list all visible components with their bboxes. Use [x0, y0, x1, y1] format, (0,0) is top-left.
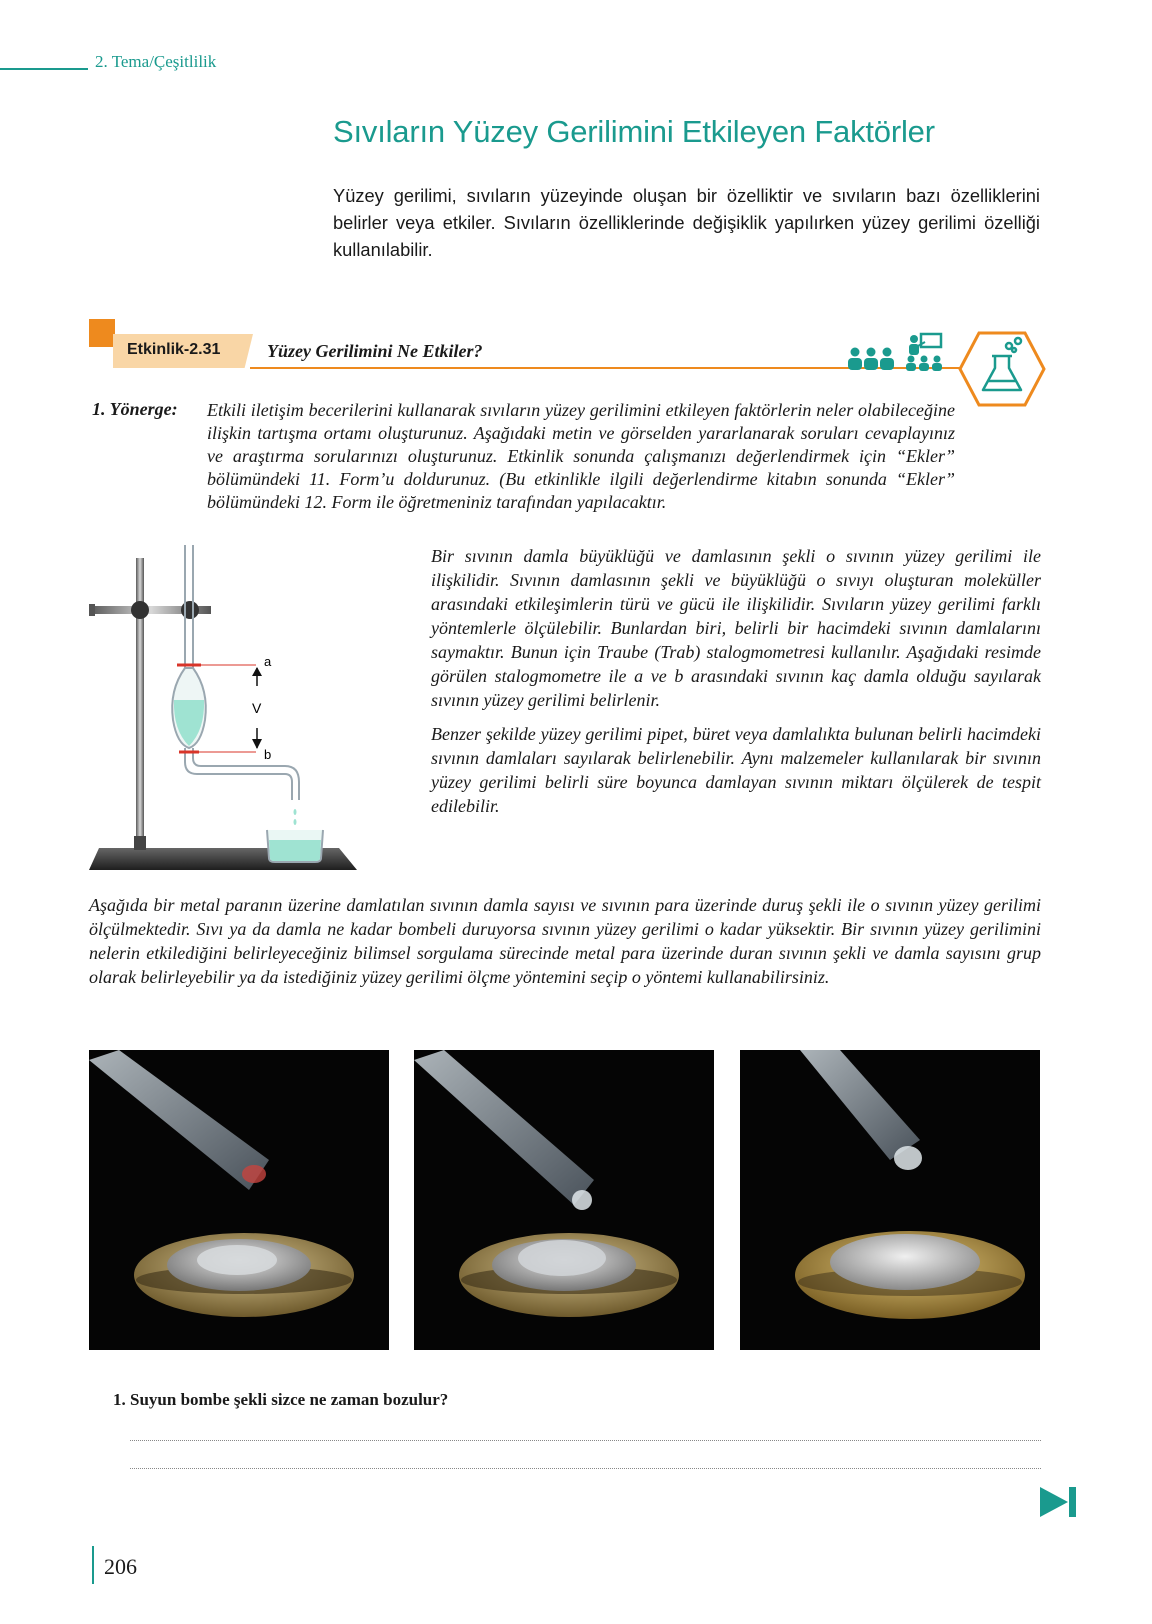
label-v: V	[252, 700, 262, 716]
activity-marker	[89, 319, 115, 347]
page-number-rule	[92, 1546, 94, 1584]
answer-line-2[interactable]	[130, 1468, 1041, 1469]
page-number: 206	[104, 1554, 137, 1579]
lab-flask-icon	[957, 330, 1047, 408]
stalagmometer-figure	[89, 540, 357, 870]
activity-label: Etkinlik-2.31	[127, 341, 221, 358]
page-title: Sıvıların Yüzey Gerilimini Etkileyen Faktörler	[333, 114, 935, 149]
coin-photo-1	[89, 1050, 389, 1350]
side-text-block	[431, 544, 1041, 828]
coin-photo-3	[740, 1050, 1040, 1350]
question-1: 1. Suyun bombe şekli sizce ne zaman bozulur?	[113, 1390, 449, 1409]
paragraph-2: Benzer şekilde yüzey gerilimi pipet, büret veya damlalıkta bulunan belirli hacimdeki sıvının damlaları sayılarak belirlenebilir. Aynı malzemeler kullanılarak bir sıvının yüzey gerilimi belirli süre boyunca damlayan sıvının miktarı ölçülerek de tespit edilebilir.	[431, 724, 1041, 816]
intro-paragraph: Yüzey gerilimi, sıvıların yüzeyinde oluşan bir özelliktir ve sıvıların bazı özelliklerini belirler veya etkiler. Sıvıların özelliklerinde değişiklik yapılırken yüzey gerilimi özelliği kullanılabilir.	[333, 185, 1040, 260]
paragraph-1: Bir sıvının damla büyüklüğü ve damlasının şekli o sıvının yüzey gerilimi ile ilişkilidir. Sıvının damlasının şekli ve büyüklüğü o sıvıyı oluşturan moleküller arasındaki etkileşimlerin türü ve gücü ile ilişkilidir. Sıvıların yüzey gerilimi farklı yöntemlerle ölçülebilir. Bunlardan biri, belirli bir hacimdeki sıvının damlalarını saymaktır. Bunun için Traube (Trab) stalogmometresi kullanılır. Aşağıdaki resimde görülen stalogmometre ile a ve b arasındaki sıvının kaç damla olduğu sayılarak sıvının yüzey gerilimi belirlenir.	[431, 546, 1041, 710]
activity-title: Yüzey Gerilimini Ne Etkiler?	[267, 341, 483, 361]
next-page-icon[interactable]	[1040, 1487, 1078, 1517]
coin-method-paragraph: Aşağıda bir metal paranın üzerine damlatılan sıvının damla sayısı ve sıvının para üzerinde duruş şekli ile o sıvının yüzey gerilimi ölçülmektedir. Sıvı ya da damla ne kadar bombeli duruyorsa sıvının yüzey gerilimi o kadar yüksektir. Bir sıvının yüzey gerilimini nelerin etkilediğini belirleyeceğiniz bilimsel sorgulama sürecinde metal para üzerinde duran sıvının şekli ve damla sayısını grup olarak belirleyebilir ya da istediğiniz yüzey gerilimi ölçme yöntemini seçip o yöntemi kullanabilirsiniz.	[89, 895, 1041, 987]
coin-photo-2	[414, 1050, 714, 1350]
instruction-text: Etkili iletişim becerilerini kullanarak sıvıların yüzey gerilimini etkileyen faktörlerin neler olabileceğine ilişkin tartışma ortamı oluşturunuz. Aşağıdaki metin ve görselden yararlanarak soruları cevaplayınız ve araştırma sorularınızı oluşturunuz. Etkinlik sonunda çalışmanızı değerlendirmek için “Ekler” bölümündeki 11. Form’u doldurunuz. (Bu etkinlikle ilgili değerlendirme kitabın sonunda “Ekler” bölümündeki 12. Form ile öğretmeniniz tarafından yapılacaktır.	[207, 400, 955, 512]
section-header: 2. Tema/Çeşitlilik	[95, 52, 217, 71]
label-b: b	[264, 747, 272, 762]
header-rule	[0, 68, 88, 70]
teacher-presentation-icon	[905, 332, 945, 372]
instruction-label: 1. Yönerge:	[92, 399, 178, 419]
group-work-icon	[846, 346, 896, 372]
label-a: a	[264, 654, 272, 669]
answer-line-1[interactable]	[130, 1440, 1041, 1441]
